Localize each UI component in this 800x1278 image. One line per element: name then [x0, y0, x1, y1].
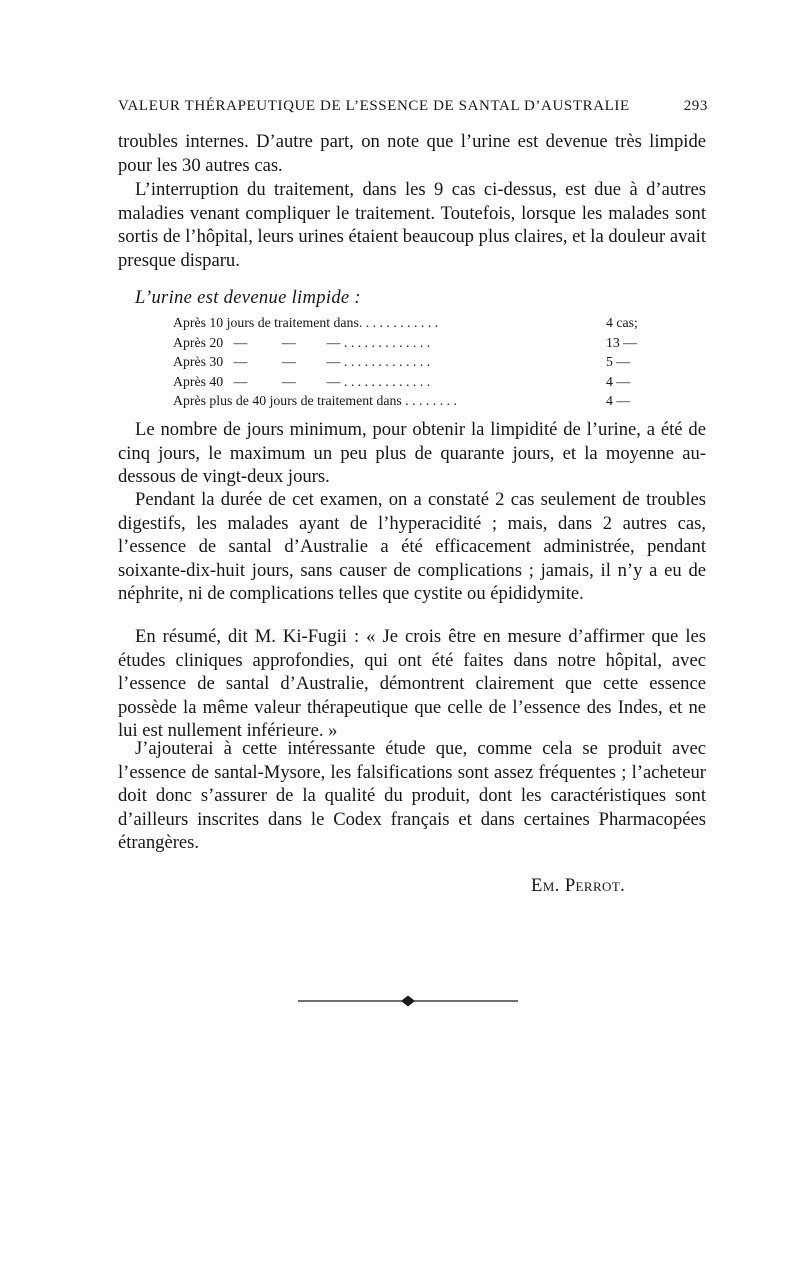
results-row — [173, 333, 653, 353]
running-title: VALEUR THÉRAPEUTIQUE DE L’ESSENCE DE SANTAL D’AUSTRALIE — [118, 98, 630, 114]
results-row-count: 4 cas; — [606, 315, 638, 330]
results-row-label: Après 10 jours de traitement dans. . . . . . . . . . . . — [173, 315, 439, 330]
results-row-label: Après 20 — — — . . . . . . . . . . . . . — [173, 334, 431, 350]
results-row-count: 13 — — [606, 334, 638, 350]
results-row-count: 5 — — [606, 354, 631, 369]
paragraph-continuation: troubles internes. D’autre part, on note que l’urine est devenue très limpide pour les 30 autres cas. — [118, 131, 706, 176]
ornament-diamond — [401, 996, 415, 1007]
results-row — [173, 352, 653, 372]
results-row — [173, 372, 653, 392]
results-table — [173, 313, 653, 411]
paragraph-observations: Pendant la durée de cet examen, on a constaté 2 cas seulement de troubles digestifs, les malades ayant de l’hyperacidité ; mais, dans 2 autres cas, l’essence de santal d’Australie a été efficacement administrée, pendant soixante-dix-huit jours, sans causer de complications ; jamais, il n’y a eu de néphrite, ni de complications telles que cystite ou épididymite. — [118, 489, 706, 605]
paragraph-summary-quote: En résumé, dit M. Ki-Fugii : « Je crois être en mesure d’affirmer que les études cliniques approfondies, qui ont été faites dans notre hôpital, avec l’essence de santal d’Australie, démontrent clairement que cette essence possède la même valeur thérapeutique que celle de l’essence des Indes, et ne lui est nullement inférieure. » — [118, 626, 706, 742]
results-row-count: 4 — — [606, 393, 631, 408]
paragraph-interruption: L’interruption du traitement, dans les 9 cas ci-dessus, est due à d’autres maladies venant compliquer le traitement. Toutefois, lorsque les malades sont sortis de l’hôpital, leurs urines étaient beaucoup plus claires, et la douleur avait presque disparu. — [118, 179, 706, 271]
results-row — [173, 313, 653, 333]
author-name: Em. Perrot. — [531, 875, 626, 896]
results-heading: L’urine est devenue limpide : — [135, 287, 361, 308]
paragraph-duration: Le nombre de jours minimum, pour obtenir la limpidité de l’urine, a été de cinq jours, le maximum un peu plus de quarante jours, et la moyenne au-dessous de vingt-deux jours. — [118, 419, 706, 488]
results-row-label: Après plus de 40 jours de traitement dans . . . . . . . . — [173, 393, 457, 408]
results-row-label: Après 30 — — — . . . . . . . . . . . . . — [173, 354, 431, 369]
page-number: 293 — [683, 98, 708, 114]
results-row-count: 4 — — [606, 373, 631, 389]
author-signature — [531, 875, 625, 897]
results-row — [173, 391, 653, 411]
paragraph-conclusion: J’ajouterai à cette intéressante étude que, comme cela se produit avec l’essence de santal-Mysore, les falsifications sont assez fréquentes ; l’acheteur doit donc s’assurer de la qualité du produit, dont les caractéristiques sont d’ailleurs inscrites dans le Codex français et dans certaines Pharmacopées étrangères. — [118, 738, 706, 854]
results-row-label: Après 40 — — — . . . . . . . . . . . . . — [173, 373, 431, 389]
end-ornament — [298, 994, 518, 1008]
